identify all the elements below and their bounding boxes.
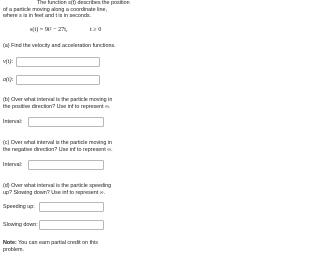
part-d-line-1: (d) Over what interval is the particle speeding (3, 183, 112, 189)
part-b-interval-row (3, 117, 104, 127)
part-c-line-1: (c) Over what interval is the particle moving in (3, 140, 113, 146)
equation-condition: t ≥ 0 (90, 26, 102, 33)
note-text-1: You can earn partial credit on this (16, 240, 98, 246)
acceleration-row (3, 75, 100, 85)
speeding-up-label: Speeding up: (3, 203, 35, 210)
part-c-prompt (3, 140, 143, 153)
intro-line-1: The function s(t) describes the position (37, 0, 130, 6)
part-c-interval-input[interactable] (28, 160, 104, 170)
part-d-prompt (3, 183, 143, 196)
part-b-line-2: the positive direction? Use inf to represent ∞. (3, 103, 111, 110)
acceleration-label: a(t): (3, 76, 14, 83)
part-b-line-1: (b) Over what interval is the particle moving in (3, 97, 113, 103)
partial-credit-note (3, 240, 143, 253)
part-d-line-2: up? Slowing down? Use inf to represent ∞. (3, 189, 106, 196)
slowing-down-label: Slowing down: (3, 221, 38, 228)
part-b-prompt (3, 97, 143, 110)
problem-intro (3, 0, 143, 20)
part-c-interval-row (3, 160, 104, 170)
note-text-2: problem. (3, 246, 24, 253)
acceleration-input[interactable] (16, 75, 100, 85)
velocity-input[interactable] (16, 57, 100, 67)
position-equation (30, 27, 150, 34)
part-a-prompt: (a) Find the velocity and acceleration functions. (3, 43, 116, 49)
velocity-label: v(t): (3, 58, 14, 65)
velocity-row (3, 57, 100, 67)
slowing-down-input[interactable] (39, 220, 104, 230)
slowing-down-row (3, 220, 104, 230)
part-b-interval-label: Interval: (3, 118, 23, 125)
speeding-up-input[interactable] (39, 202, 104, 212)
part-b-interval-input[interactable] (28, 117, 104, 127)
speeding-up-row (3, 202, 104, 212)
intro-line-2: of a particle moving along a coordinate line, (3, 6, 107, 13)
intro-line-3: where s is in feet and t is in seconds. (3, 13, 92, 20)
part-c-interval-label: Interval: (3, 161, 23, 168)
equation-text: s(t) = 9t² − 27t, (30, 26, 68, 33)
part-c-line-2: the negative direction? Use inf to represent ∞. (3, 146, 113, 153)
note-label: Note: (3, 240, 17, 246)
